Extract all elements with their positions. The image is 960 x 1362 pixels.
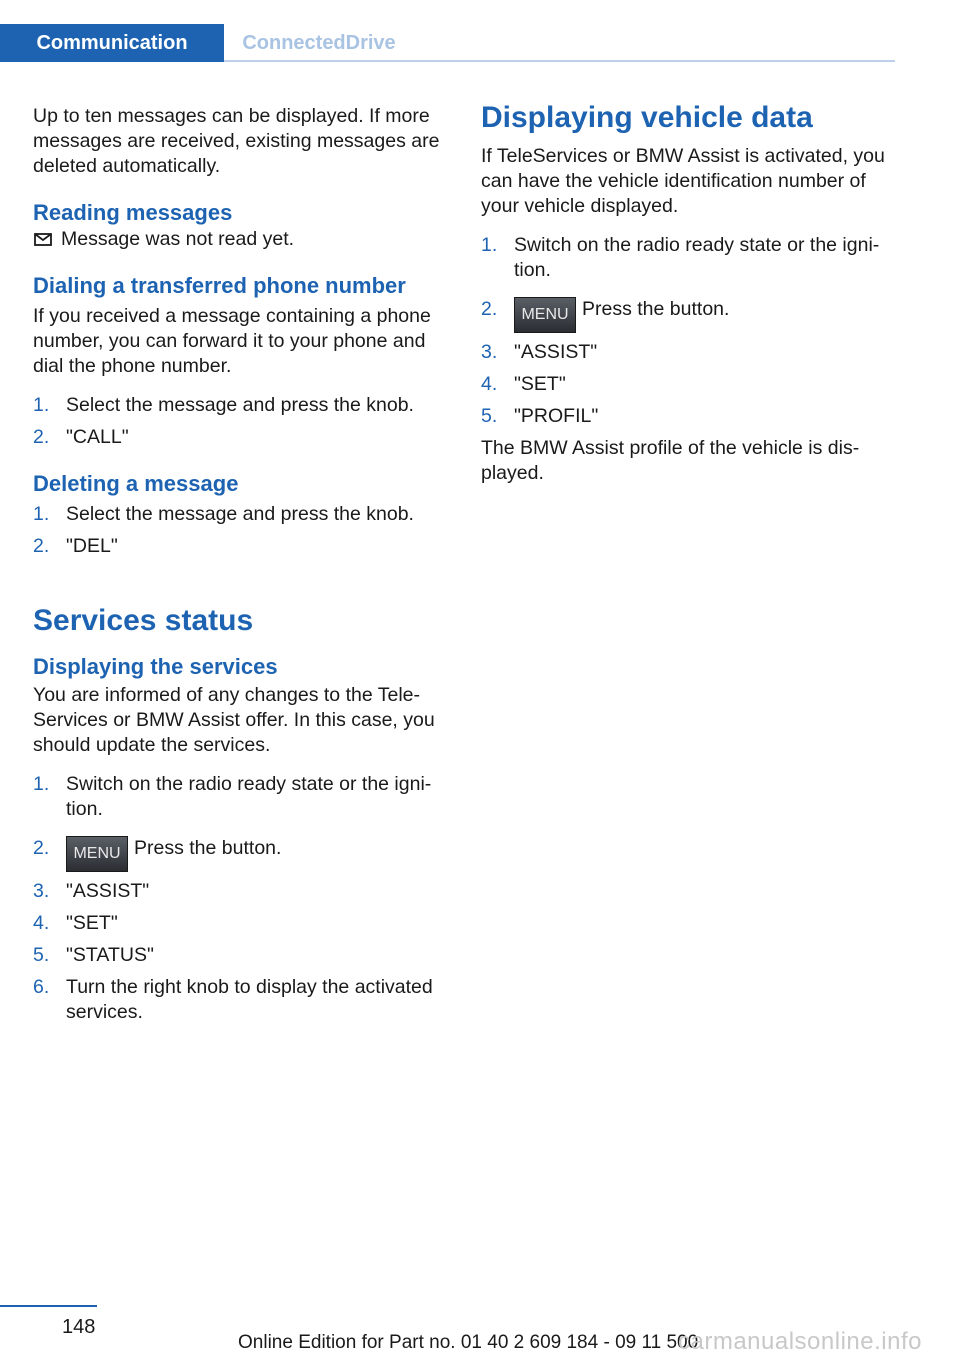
list-item — [33, 534, 451, 559]
list-item — [33, 911, 451, 936]
dialing-steps — [33, 393, 451, 450]
step-number: 5. — [481, 405, 498, 427]
list-item — [33, 393, 451, 418]
unread-message-text: Message was not read yet. — [61, 228, 295, 250]
step-text: "ASSIST" — [66, 880, 150, 902]
heading-displaying-vehicle-data: Displaying vehicle data — [481, 101, 813, 134]
page-number: 148 — [62, 1316, 96, 1338]
dialing-paragraph: If you received a message containing a phone number, you can forward it to your phone and dial the phone number. — [33, 305, 431, 377]
step-number: 5. — [33, 944, 50, 966]
step-text: Press the button. — [582, 298, 730, 320]
tab-connecteddrive[interactable]: ConnectedDrive — [242, 31, 396, 54]
list-item — [33, 772, 451, 822]
list-item — [481, 340, 899, 365]
unread-message-line — [33, 227, 451, 252]
list-item — [33, 502, 451, 527]
step-text: "SET" — [66, 912, 118, 934]
step-text: "PROFIL" — [514, 405, 599, 427]
step-number: 2. — [481, 298, 498, 320]
intro-paragraph: Up to ten messages can be displayed. If more messages are received, existing messages are deleted automatically. — [33, 105, 440, 177]
deleting-steps — [33, 502, 451, 559]
watermark: carmanualsonline.info — [678, 1328, 922, 1355]
step-number: 1. — [33, 394, 50, 416]
menu-button-icon: MENU — [514, 297, 576, 333]
step-text: "CALL" — [66, 426, 129, 448]
header-rule — [224, 60, 895, 62]
step-number: 3. — [33, 880, 50, 902]
step-text: Turn the right knob to display the activated services. — [66, 976, 433, 1023]
step-text: Press the button. — [134, 837, 282, 859]
step-text: Switch on the radio ready state or the igni‐tion. — [66, 773, 432, 820]
edition-line: Online Edition for Part no. 01 40 2 609 184 - 09 11 500 — [238, 1332, 699, 1353]
step-number: 2. — [33, 426, 50, 448]
step-text: Select the message and press the knob. — [66, 503, 414, 525]
heading-reading-messages: Reading messages — [33, 200, 233, 225]
heading-dialing: Dialing a transferred phone number — [33, 273, 406, 298]
footer-rule — [0, 1305, 97, 1307]
list-item — [33, 879, 451, 904]
services-steps — [33, 772, 451, 1025]
step-number: 1. — [33, 773, 50, 795]
step-number: 4. — [33, 912, 50, 934]
step-number: 6. — [33, 976, 50, 998]
step-number: 3. — [481, 341, 498, 363]
step-text: "STATUS" — [66, 944, 154, 966]
list-item — [481, 297, 899, 333]
services-paragraph: You are informed of any changes to the Tele‐Services or BMW Assist offer. In this case, you should update the services. — [33, 684, 435, 756]
left-column — [33, 104, 451, 1032]
heading-deleting: Deleting a message — [33, 471, 239, 496]
step-text: Switch on the radio ready state or the igni‐tion. — [514, 234, 880, 281]
tab-communication[interactable]: Communication — [0, 24, 224, 62]
step-text: "SET" — [514, 373, 566, 395]
right-column — [481, 98, 899, 486]
list-item — [33, 425, 451, 450]
heading-displaying-services: Displaying the services — [33, 654, 278, 679]
vehicle-data-paragraph: If TeleServices or BMW Assist is activated, you can have the vehicle identification number of your vehicle displayed. — [481, 145, 885, 217]
step-number: 2. — [33, 837, 50, 859]
vehicle-data-outro: The BMW Assist profile of the vehicle is dis‐played. — [481, 437, 860, 484]
step-text: Select the message and press the knob. — [66, 394, 414, 416]
chapter-header — [0, 24, 895, 62]
list-item — [33, 975, 451, 1025]
step-text: "ASSIST" — [514, 341, 598, 363]
list-item — [481, 404, 899, 429]
heading-services-status: Services status — [33, 604, 254, 637]
list-item — [481, 233, 899, 283]
list-item — [33, 943, 451, 968]
step-number: 4. — [481, 373, 498, 395]
menu-button-icon: MENU — [66, 836, 128, 872]
list-item — [33, 836, 451, 872]
envelope-icon — [34, 233, 52, 246]
step-number: 2. — [33, 535, 50, 557]
vehicle-data-steps — [481, 233, 899, 429]
step-text: "DEL" — [66, 535, 118, 557]
step-number: 1. — [33, 503, 50, 525]
list-item — [481, 372, 899, 397]
step-number: 1. — [481, 234, 498, 256]
